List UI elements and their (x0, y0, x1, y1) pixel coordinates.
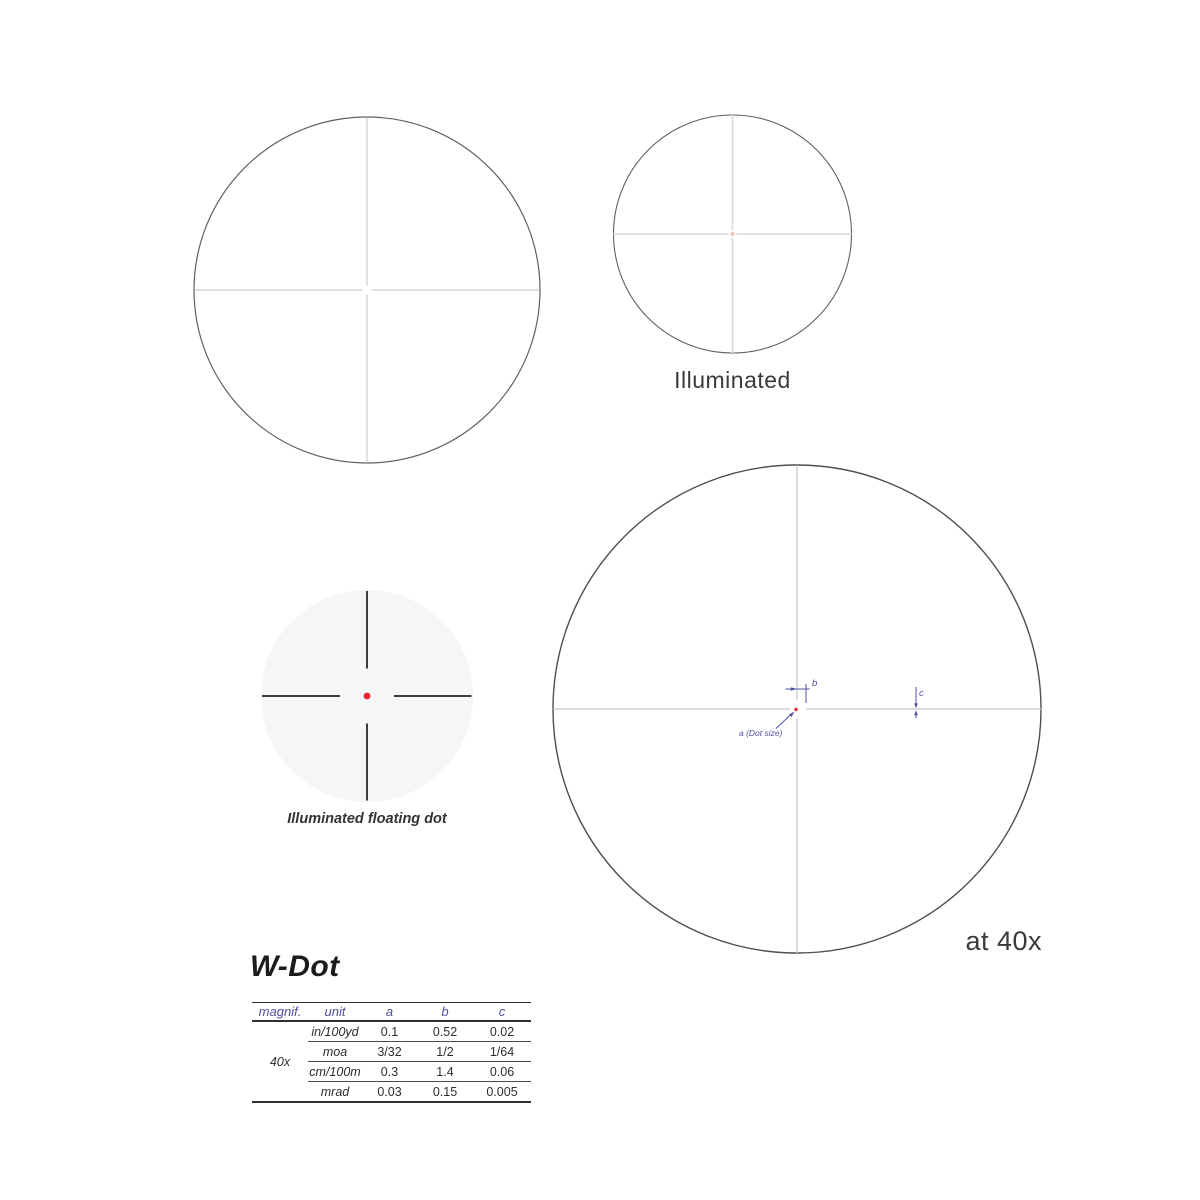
header-b: b (417, 1003, 473, 1022)
dimension-c-label: c (919, 688, 924, 699)
value-a-cell: 0.3 (362, 1062, 417, 1082)
subtension-table (252, 1002, 531, 1103)
reticle-standard (194, 117, 540, 463)
value-c-cell: 0.02 (489, 1024, 515, 1039)
magnification-cell: 40x (269, 1054, 291, 1069)
value-a-cell: 0.1 (380, 1024, 399, 1039)
dimension-c (914, 687, 924, 718)
table-row (252, 1021, 531, 1042)
unit-cell: in/100yd (311, 1024, 359, 1039)
value-b-cell: 0.52 (432, 1024, 458, 1039)
value-a-cell: 3/32 (362, 1042, 417, 1062)
header-c: c (473, 1003, 531, 1022)
unit-cell: cm/100m (308, 1062, 362, 1082)
header-magnif: magnif. (252, 1003, 308, 1022)
value-b-cell: 1/2 (417, 1042, 473, 1062)
reticle-illuminated (614, 115, 852, 353)
leader-line (776, 715, 791, 729)
reticle-floating-dot (261, 590, 473, 802)
annotation-a-label: a (Dot size) (739, 728, 783, 738)
dimension-b-label: b (812, 678, 818, 689)
value-b-cell: 1.4 (417, 1062, 473, 1082)
floating-dot-label: Illuminated floating dot (287, 811, 447, 827)
value-b-cell: 0.15 (417, 1082, 473, 1103)
unit-cell: mrad (308, 1082, 362, 1103)
reticle-at-40x (553, 465, 1041, 953)
dimension-c-down-arrow (914, 703, 918, 708)
value-c-cell: 0.005 (473, 1082, 531, 1103)
illuminated-label: Illuminated (674, 367, 791, 393)
red-center-dot (364, 693, 371, 700)
value-a-cell: 0.03 (362, 1082, 417, 1103)
unit-cell: moa (308, 1042, 362, 1062)
header-unit: unit (308, 1003, 362, 1022)
faint-illuminated-dot (731, 232, 735, 236)
value-c-cell: 0.06 (473, 1062, 531, 1082)
header-a: a (362, 1003, 417, 1022)
value-c-cell: 1/64 (473, 1042, 531, 1062)
dimension-c-up-arrow (914, 710, 918, 715)
dimension-b-arrow (791, 687, 797, 691)
magnification-label: at 40x (965, 926, 1042, 956)
annotation-dot-size (739, 712, 795, 739)
red-center-dot (794, 708, 797, 711)
table-header-row (252, 1003, 531, 1022)
dimension-b (786, 678, 818, 703)
reticle-name-title: W-Dot (250, 950, 340, 983)
